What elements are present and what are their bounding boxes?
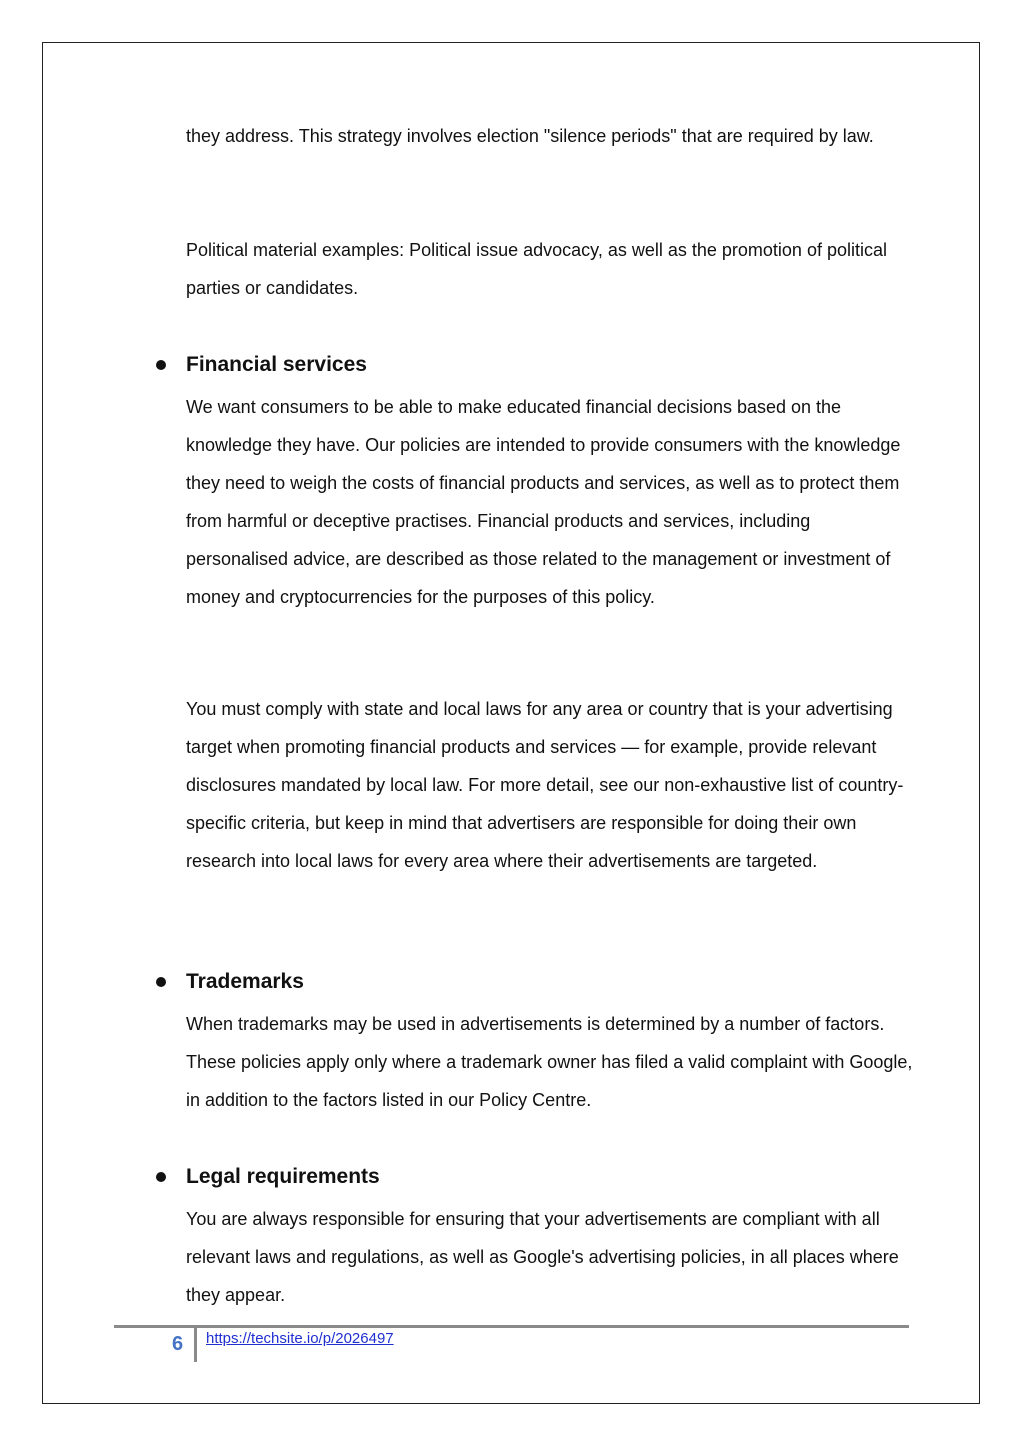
section-heading-trademarks: Trademarks bbox=[186, 970, 304, 993]
footer-separator bbox=[194, 1328, 197, 1362]
section-heading-legal-requirements: Legal requirements bbox=[186, 1165, 380, 1188]
page-number: 6 bbox=[172, 1333, 184, 1355]
trademarks-paragraph: When trademarks may be used in advertisements is determined by a number of factors. These policies apply only where a trademark owner has filed a valid complaint with Google, in addition to the factors listed in our Policy Centre. bbox=[186, 1014, 913, 1110]
financial-services-paragraph-2: You must comply with state and local laws for any area or country that is your advertising target when promoting financial products and services — for example, provide relevant disclosures mandated by local law. For more detail, see our non-exhaustive list of country-specific criteria, but keep in mind that advertisers are responsible for doing their own research into local laws for every area where their advertisements are targeted. bbox=[186, 699, 904, 871]
financial-services-paragraph-1: We want consumers to be able to make educated financial decisions based on the knowledge they have. Our policies are intended to provide consumers with the knowledge they need to weigh the costs of financial products and services, as well as to protect them from harmful or deceptive practises. Financial products and services, including personalised advice, are described as those related to the management or investment of money and cryptocurrencies for the purposes of this policy. bbox=[186, 397, 901, 607]
bullet-icon bbox=[156, 360, 166, 370]
footer-rule bbox=[114, 1325, 909, 1328]
bullet-icon bbox=[156, 1172, 166, 1182]
intro-paragraph-1: they address. This strategy involves election "silence periods" that are required by law. bbox=[186, 126, 874, 146]
footer-link[interactable]: https://techsite.io/p/2026497 bbox=[206, 1330, 394, 1347]
legal-requirements-paragraph: You are always responsible for ensuring that your advertisements are compliant with all relevant laws and regulations, as well as Google's advertising policies, in all places where they appear. bbox=[186, 1209, 899, 1305]
section-heading-financial-services: Financial services bbox=[186, 353, 367, 376]
intro-paragraph-2: Political material examples: Political issue advocacy, as well as the promotion of political parties or candidates. bbox=[186, 240, 887, 298]
bullet-icon bbox=[156, 977, 166, 987]
